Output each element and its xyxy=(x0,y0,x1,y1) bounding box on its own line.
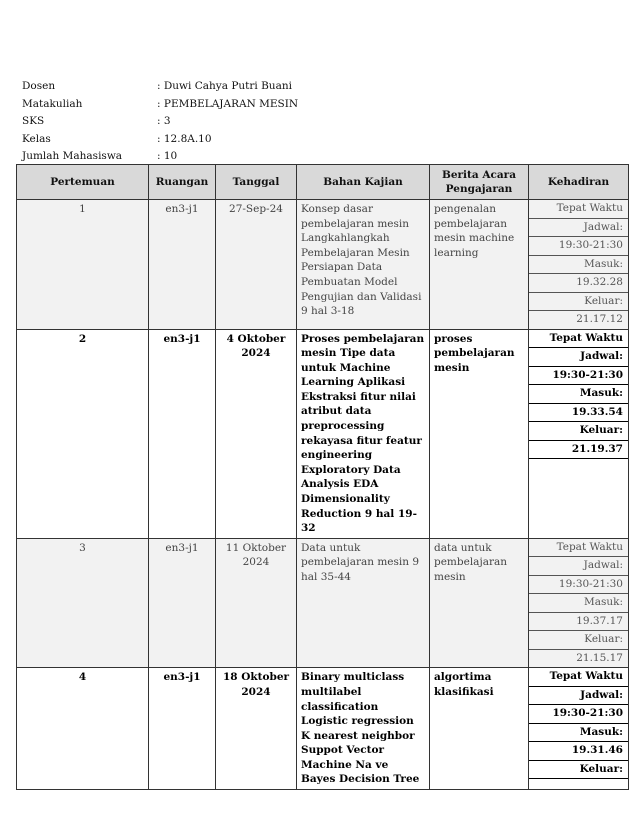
tanggal-cell: 4 Oktober 2024 xyxy=(216,329,297,538)
tanggal-cell: 11 Oktober 2024 xyxy=(216,538,297,668)
kehadiran-status: Tepat Waktu xyxy=(529,539,628,558)
kehadiran-masuk-label: Masuk: xyxy=(529,385,628,404)
info-row-kelas xyxy=(22,131,298,149)
berita-acara-cell: algortima klasifikasi xyxy=(430,668,529,790)
sks-value: : 3 xyxy=(157,115,171,127)
kehadiran-masuk-value: 19.37.17 xyxy=(529,613,628,632)
kehadiran-masuk-value: 19.32.28 xyxy=(529,274,628,293)
berita-acara-cell: data untuk pembelajaran mesin xyxy=(430,538,529,668)
kehadiran-keluar-value: 21.19.37 xyxy=(529,441,628,460)
bahan-kajian-cell: Proses pembelajaran mesin Tipe data untuk Machine Learning Aplikasi Ekstraksi fitur nilai atribut data preprocessing rekayasa fitur featur engineering Exploratory Data Analysis EDA Dimensionality Reduction 9 hal 19-32 xyxy=(297,329,430,538)
kelas-label: Kelas xyxy=(22,132,51,145)
kehadiran-jadwal-value: 19:30-21:30 xyxy=(529,367,628,386)
attendance-table xyxy=(16,164,629,790)
ruangan-cell: en3-j1 xyxy=(149,200,216,330)
jumlah-mahasiswa-value: : 10 xyxy=(157,150,178,162)
bahan-kajian-cell: Binary multiclass multilabel classification Logistic regression K nearest neighbor Suppot Vector Machine Na ve Bayes Decision Tree xyxy=(297,668,430,790)
pertemuan-cell: 2 xyxy=(17,329,149,538)
header-tanggal: Tanggal xyxy=(216,165,297,200)
kehadiran-masuk-label: Masuk: xyxy=(529,594,628,613)
header-ruangan: Ruangan xyxy=(149,165,216,200)
table-row xyxy=(17,329,629,538)
info-row-sks xyxy=(22,113,298,131)
ruangan-cell: en3-j1 xyxy=(149,538,216,668)
kehadiran-keluar-value: 21.17.12 xyxy=(529,311,628,329)
kehadiran-masuk-label: Masuk: xyxy=(529,256,628,275)
matakuliah-label: Matakuliah xyxy=(22,97,83,110)
tanggal-cell: 18 Oktober 2024 xyxy=(216,668,297,790)
kehadiran-masuk-value: 19.31.46 xyxy=(529,742,628,761)
table-row xyxy=(17,538,629,668)
course-info xyxy=(22,78,298,166)
kehadiran-cell xyxy=(529,200,629,330)
kehadiran-jadwal-value: 19:30-21:30 xyxy=(529,237,628,256)
jumlah-mahasiswa-label: Jumlah Mahasiswa xyxy=(22,150,123,162)
kelas-value: : 12.8A.10 xyxy=(157,132,212,145)
kehadiran-masuk-label: Masuk: xyxy=(529,724,628,743)
dosen-value: : Duwi Cahya Putri Buani xyxy=(157,80,292,92)
tanggal-cell: 27-Sep-24 xyxy=(216,200,297,330)
kehadiran-jadwal-value: 19:30-21:30 xyxy=(529,705,628,724)
info-row-jumlah xyxy=(22,148,298,166)
kehadiran-jadwal-label: Jadwal: xyxy=(529,557,628,576)
matakuliah-value: : PEMBELAJARAN MESIN xyxy=(157,97,299,110)
kehadiran-jadwal-label: Jadwal: xyxy=(529,687,628,706)
table-header-row xyxy=(17,165,629,200)
kehadiran-cell xyxy=(529,329,629,538)
dosen-label: Dosen xyxy=(22,80,56,92)
berita-acara-cell: pengenalan pembelajaran mesin machine learning xyxy=(430,200,529,330)
kehadiran-keluar-label: Keluar: xyxy=(529,761,628,780)
info-row-dosen xyxy=(22,78,298,96)
kehadiran-status: Tepat Waktu xyxy=(529,200,628,219)
kehadiran-status: Tepat Waktu xyxy=(529,668,628,687)
kehadiran-cell xyxy=(529,668,629,790)
header-bahan-kajian: Bahan Kajian xyxy=(297,165,430,200)
kehadiran-masuk-value: 19.33.54 xyxy=(529,404,628,423)
kehadiran-keluar-label: Keluar: xyxy=(529,631,628,650)
kehadiran-status: Tepat Waktu xyxy=(529,330,628,349)
bahan-kajian-cell: Konsep dasar pembelajaran mesin Langkahlangkah Pembelajaran Mesin Persiapan Data Pembuatan Model Pengujian dan Validasi 9 hal 3-18 xyxy=(297,200,430,330)
header-kehadiran: Kehadiran xyxy=(529,165,629,200)
berita-acara-cell: proses pembelajaran mesin xyxy=(430,329,529,538)
table-row xyxy=(17,200,629,330)
sks-label: SKS xyxy=(22,115,45,127)
kehadiran-jadwal-value: 19:30-21:30 xyxy=(529,576,628,595)
kehadiran-cell xyxy=(529,538,629,668)
kehadiran-keluar-value: 21.15.17 xyxy=(529,650,628,668)
pertemuan-cell: 1 xyxy=(17,200,149,330)
kehadiran-keluar-label: Keluar: xyxy=(529,422,628,441)
bahan-kajian-cell: Data untuk pembelajaran mesin 9 hal 35-44 xyxy=(297,538,430,668)
table-row xyxy=(17,668,629,790)
kehadiran-jadwal-label: Jadwal: xyxy=(529,219,628,238)
pertemuan-cell: 3 xyxy=(17,538,149,668)
header-pertemuan: Pertemuan xyxy=(17,165,149,200)
ruangan-cell: en3-j1 xyxy=(149,668,216,790)
ruangan-cell: en3-j1 xyxy=(149,329,216,538)
kehadiran-keluar-label: Keluar: xyxy=(529,293,628,312)
kehadiran-jadwal-label: Jadwal: xyxy=(529,348,628,367)
header-berita-acara: Berita Acara Pengajaran xyxy=(430,165,529,200)
info-row-matakuliah xyxy=(22,96,298,114)
pertemuan-cell: 4 xyxy=(17,668,149,790)
